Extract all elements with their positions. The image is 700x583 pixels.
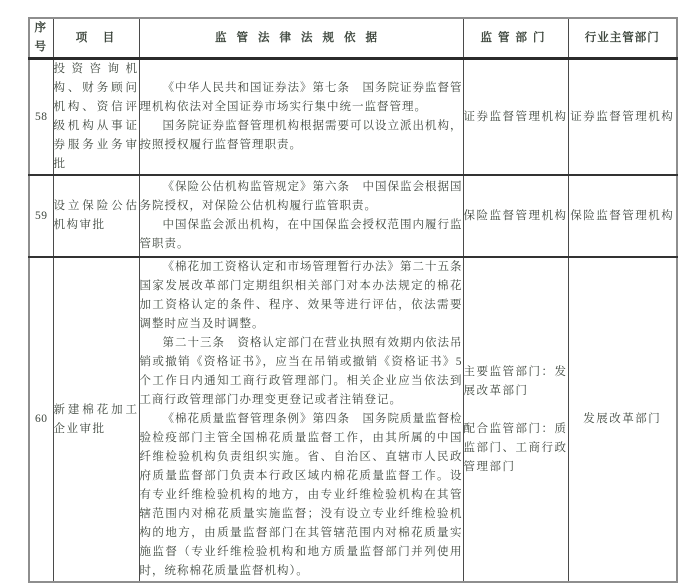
industry-authority: 保险监督管理机构	[568, 175, 677, 257]
item-name: 投资咨询机构、财务顾问机构、资信评级机构从事证券服务业务审批	[53, 59, 139, 176]
basis-paragraph: 《保险公估机构监管规定》第六条 中国保监会根据国务院授权，对保险公估机构履行监管职责。	[139, 181, 463, 212]
header-legal-basis: 监管法律法规依据	[139, 18, 463, 59]
cooperating-regulator: 配合监管部门：质监部门、工商行政管理部门	[463, 422, 568, 473]
basis-paragraph: 《棉花质量监督管理条例》第四条 国务院质量监督检验检疫部门主管全国棉花质量监督工作，由其所属的中国纤维检验机构负责组织实施。省、自治区、直辖市人民政府质量监督部门负责本行政区域内棉花质量监督工作。设有专业纤维检验机构的地方，由专业纤维检验机构在其管辖范围内对棉花质量实施监督；没有设立专业纤维检验机构的地方，由质量监督部门在其管辖范围内对棉花质量实施监督（专业纤维检验机构和地方质量监督部门并列使用时，统称棉花质量监督机构）。	[139, 413, 463, 577]
legal-basis	[139, 59, 463, 176]
serial-number: 60	[29, 257, 53, 582]
item-name: 设立保险公估机构审批	[53, 175, 139, 257]
regulator: 保险监督管理机构	[463, 175, 568, 257]
industry-authority: 证券监督管理机构	[568, 59, 677, 176]
primary-regulator: 主要监管部门：发展改革部门	[463, 365, 568, 397]
basis-paragraph: 第二十三条 资格认定部门在营业执照有效期内依法吊销或撤销《资格证书》，应当在吊销或撤销《资格证书》5 个工作日内通知工商行政管理部门。相关企业应当依法到工商行政管理部门办理变更登记或者注销登记。	[139, 337, 463, 406]
header-item: 项 目	[53, 18, 139, 59]
serial-number: 59	[29, 175, 53, 257]
legal-basis	[139, 257, 475, 582]
industry-authority: 发展改革部门	[568, 257, 677, 582]
header-regulator: 监管部门	[463, 18, 568, 59]
approval-items-table	[28, 17, 678, 583]
header-industry-authority: 行业主管部门	[568, 18, 677, 59]
header-row	[29, 18, 677, 59]
table-row-59	[29, 175, 677, 257]
serial-number: 58	[29, 59, 53, 176]
basis-paragraph: 中国保监会派出机构，在中国保监会授权范围内履行监管职责。	[139, 219, 463, 250]
regulator	[463, 257, 568, 582]
legal-basis	[139, 175, 463, 257]
header-serial-number: 序号	[29, 18, 53, 59]
regulator: 证券监督管理机构	[463, 59, 568, 176]
basis-paragraph: 《中华人民共和国证券法》第七条 国务院证券监督管理机构依法对全国证券市场实行集中统一监督管理。	[139, 82, 463, 113]
item-name: 新建棉花加工企业审批	[53, 257, 139, 582]
table-row-58	[29, 59, 677, 176]
table-row-60	[29, 257, 677, 582]
basis-paragraph: 国务院证券监督管理机构根据需要可以设立派出机构，按照授权履行监督管理职责。	[139, 120, 463, 151]
basis-paragraph: 《棉花加工资格认定和市场管理暂行办法》第二十五条 国家发展改革部门定期组织相关部门对本办法规定的棉花加工资格认定的条件、程序、效果等进行评估，依法需要调整时应当及时调整。	[139, 261, 475, 330]
